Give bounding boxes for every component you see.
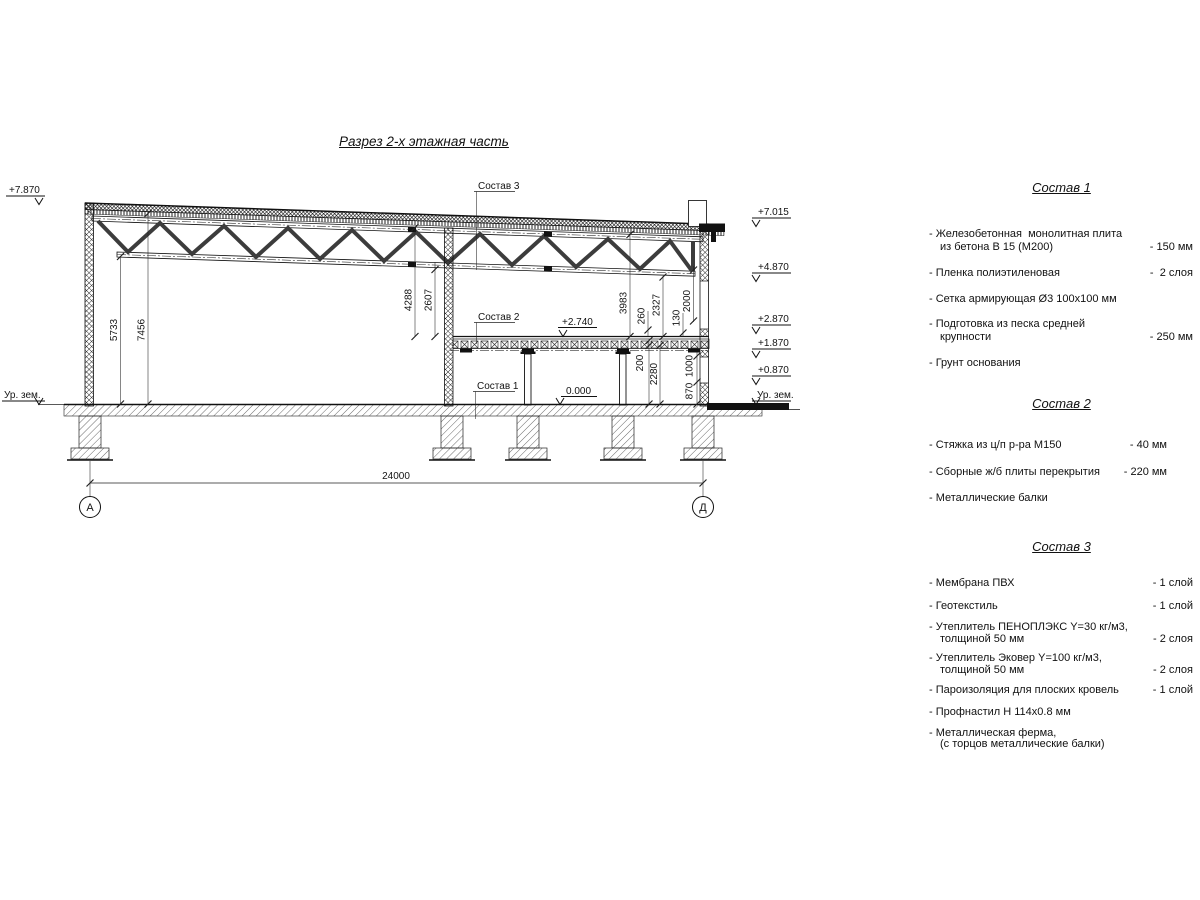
interior-wall [445,228,454,406]
list-item: - Стяжка из ц/п р-ра М150 [929,439,1062,451]
sostav3-heading: Состав 3 [1032,539,1091,554]
elev-7870-text: +7.870 [9,185,40,196]
elev-1870 [752,349,791,358]
list-item: - Металлическая ферма, [929,727,1057,739]
sostav1-heading: Состав 1 [1032,180,1091,195]
drawing-title: Разрез 2-х этажная часть [339,134,509,149]
axis-letter-d: Д [699,502,707,514]
elev-2870-text: +2.870 [758,314,789,325]
item-qty: - 2 слоя [1152,664,1193,676]
item-qty: - 1 слой [1152,600,1193,612]
item-qty: - 1 слой [1152,684,1193,696]
elev-2740-text: +2.740 [562,317,593,328]
item-qty: - 220 мм [1123,466,1167,478]
dim-5733: 5733 [109,318,120,342]
list-item: толщиной 50 мм [940,633,1025,645]
list-item: - Сетка армирующая Ø3 100х100 мм [929,293,1117,305]
elev-0870-text: +0.870 [758,365,789,376]
elev-2870 [752,325,791,334]
dim-130: 130 [671,309,683,327]
item-qty: - 150 мм [1149,241,1193,253]
elev-4870 [752,273,791,282]
label-sostav3: Состав 3 [478,181,520,192]
dim-870: 870 [684,382,696,400]
dim-2327: 2327 [651,293,663,317]
elev-0000 [556,397,597,405]
dim-1000: 1000 [684,354,696,378]
axis-markers [80,497,714,518]
dim-2607: 2607 [423,288,435,312]
elev-7015-text: +7.015 [758,207,789,218]
item-qty: - 250 мм [1149,331,1193,343]
elev-0870 [752,376,791,385]
dim-3983: 3983 [618,291,630,315]
elev-7015 [752,218,791,227]
dim-260: 260 [636,307,648,325]
list-item: - Металлические балки [929,492,1048,504]
list-item: - Сборные ж/б плиты перекрытия [929,466,1100,478]
ground-slab [38,403,800,416]
composition-labels [477,181,520,392]
item-qty: - 2 слоя [1152,633,1193,645]
dim-4288: 4288 [403,288,415,312]
list-item: - Геотекстиль [929,600,998,612]
list-item: из бетона В 15 (М200) [940,241,1053,253]
dim-7456: 7456 [136,318,148,342]
materials-panel [925,0,1198,780]
label-sostav2: Состав 2 [478,312,520,323]
section-drawing-svg [0,0,860,560]
elev-7870 [6,196,45,205]
elev-ground-left-text: Ур. зем. [4,390,41,401]
list-item: (с торцов металлические балки) [940,738,1105,750]
list-item: - Утеплитель Эковер Y=100 кг/м3, [929,652,1102,664]
elev-ground-right-text: Ур. зем. [757,390,794,401]
elev-1870-text: +1.870 [758,338,789,349]
item-qty: - 2 слоя [1149,267,1193,279]
elev-0000-text: 0.000 [566,386,592,397]
axis-letter-a: А [86,502,94,514]
list-item: - Пленка полиэтиленовая [929,267,1060,279]
list-item: - Пароизоляция для плоских кровель [929,684,1119,696]
dim-2000: 2000 [682,289,693,313]
label-sostav1: Состав 1 [477,381,519,392]
list-item: - Подготовка из песка средней [929,318,1085,330]
elev-4870-text: +4.870 [758,262,789,273]
elev-2740 [558,328,597,337]
left-wall [85,203,94,406]
right-wall [700,229,709,406]
floor-slab [450,337,709,353]
list-item: толщиной 50 мм [940,664,1025,676]
sostav2-heading: Состав 2 [1032,396,1091,411]
item-qty: - 1 слой [1152,577,1193,589]
dim-200: 200 [635,354,646,372]
list-item: крупности [940,331,992,343]
list-item: - Мембрана ПВХ [929,577,1015,589]
dim-total-24000: 24000 [382,471,410,482]
item-qty: - 40 мм [1129,439,1167,451]
list-item: - Железобетонная монолитная плита [929,228,1123,240]
list-item: - Профнастил Н 114х0.8 мм [929,706,1071,718]
foundations [67,416,726,460]
list-item: - Грунт основания [929,357,1021,369]
dim-2280: 2280 [649,362,660,386]
parapet [689,201,707,227]
list-item: - Утеплитель ПЕНОПЛЭКС Y=30 кг/м3, [929,621,1128,633]
